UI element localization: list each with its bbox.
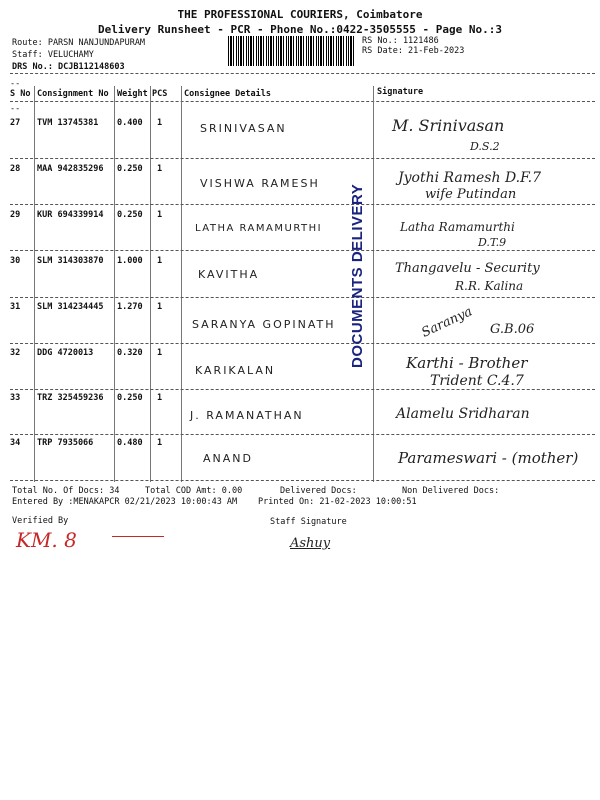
row-signature-note: D.S.2 [470,140,500,153]
row-consignee: KARIKALAN [195,364,276,377]
row-pcs: 1 [157,438,163,448]
row-sno: 30 [10,256,21,266]
total-docs: Total No. Of Docs: 34 [12,486,120,496]
row-divider [10,297,595,298]
delivered-docs: Delivered Docs: [280,486,357,496]
col-sno: S No [10,89,31,99]
dash-marker: -- [10,104,21,114]
row-weight: 0.250 [117,393,143,403]
row-consignment: TRP 7935066 [37,438,94,448]
row-weight: 0.480 [117,438,143,448]
col-consignment: Consignment No [37,89,109,99]
row-signature: Saranya [419,304,475,341]
row-consignment: TVM 13745381 [37,118,99,128]
row-consignment: TRZ 325459236 [37,393,104,403]
rs-number: RS No.: 1121486 [362,36,439,46]
row-consignee: ANAND [203,452,253,465]
row-consignee: LATHA RAMAMURTHI [195,223,323,234]
row-sno: 34 [10,438,21,448]
verified-mark: KM. 8 [16,528,77,552]
row-signature-note: R.R. Kalina [455,279,524,293]
row-divider [10,389,595,390]
staff-signature-label: Staff Signature [270,517,347,527]
row-divider [10,434,595,435]
column-rule [373,86,374,482]
company-title: THE PROFESSIONAL COURIERS, Coimbatore [177,8,423,21]
row-signature-note: wife Putindan [425,187,517,202]
row-divider [10,204,595,205]
total-cod: Total COD Amt: 0.00 [145,486,243,496]
entered-by: Entered By :MENAKAPCR 02/21/2023 10:00:43 AM [12,497,238,507]
row-divider [10,158,595,159]
row-signature: Karthi - Brother [406,354,528,372]
row-divider [10,480,595,481]
col-weight: Weight [117,89,148,99]
row-weight: 0.250 [117,210,143,220]
divider [10,73,595,74]
row-consignment: MAA 942835296 [37,164,104,174]
row-consignee: J. RAMANATHAN [190,409,304,422]
column-rule [150,86,151,482]
drs-number: DRS No.: DCJB112148603 [12,62,125,72]
row-signature: Latha Ramamurthi [400,220,515,234]
row-sno: 27 [10,118,21,128]
col-consignee: Consignee Details [184,89,271,99]
row-signature: Thangavelu - Security [395,261,540,276]
rs-date: RS Date: 21-Feb-2023 [362,46,465,56]
staff-signature-mark: Ashuy [290,536,331,551]
row-consignment: SLM 314234445 [37,302,104,312]
row-weight: 0.320 [117,348,143,358]
row-signature-note: D.T.9 [478,236,507,249]
row-consignment: DDG 4720013 [37,348,94,358]
documents-delivery-stamp: DOCUMENTS DELIVERY [349,183,366,368]
row-pcs: 1 [157,210,163,220]
row-divider [10,250,595,251]
row-weight: 1.270 [117,302,143,312]
row-pcs: 1 [157,118,163,128]
row-consignee: VISHWA RAMESH [200,177,320,190]
staff-label: Staff: VELUCHAMY [12,50,94,60]
row-weight: 1.000 [117,256,143,266]
row-sno: 32 [10,348,21,358]
route-label: Route: PARSN NANJUNDAPURAM [12,38,146,48]
row-pcs: 1 [157,393,163,403]
row-sno: 29 [10,210,21,220]
printed-on: Printed On: 21-02-2023 10:00:51 [258,497,417,507]
row-consignment: KUR 694339914 [37,210,104,220]
row-sno: 33 [10,393,21,403]
row-signature-note: G.B.06 [490,322,535,337]
row-weight: 0.250 [117,164,143,174]
row-signature: Alamelu Sridharan [396,406,530,422]
row-consignee: SARANYA GOPINATH [192,318,336,331]
row-pcs: 1 [157,348,163,358]
row-sno: 28 [10,164,21,174]
row-pcs: 1 [157,164,163,174]
divider [10,101,595,102]
column-rule [34,86,35,482]
row-signature: M. Srinivasan [392,116,505,135]
col-pcs: PCS [152,89,168,99]
barcode-image [228,36,356,66]
row-consignee: SRINIVASAN [200,122,287,135]
row-divider [10,343,595,344]
verified-underline [112,536,164,537]
column-rule [181,86,182,482]
dash-marker: -- [10,79,21,89]
runsheet-subtitle: Delivery Runsheet - PCR - Phone No.:0422-3505555 - Page No.:3 [98,23,502,36]
row-signature: Parameswari - (mother) [398,449,579,467]
row-pcs: 1 [157,302,163,312]
row-signature: Jyothi Ramesh D.F.7 [398,170,542,186]
row-sno: 31 [10,302,21,312]
row-pcs: 1 [157,256,163,266]
row-consignee: KAVITHA [198,268,260,281]
col-signature: Signature [377,87,424,97]
non-delivered-docs: Non Delivered Docs: [402,486,500,496]
row-signature-note: Trident C.4.7 [430,373,524,389]
column-rule [114,86,115,482]
row-weight: 0.400 [117,118,143,128]
row-consignment: SLM 314303870 [37,256,104,266]
verified-by-label: Verified By [12,516,69,526]
